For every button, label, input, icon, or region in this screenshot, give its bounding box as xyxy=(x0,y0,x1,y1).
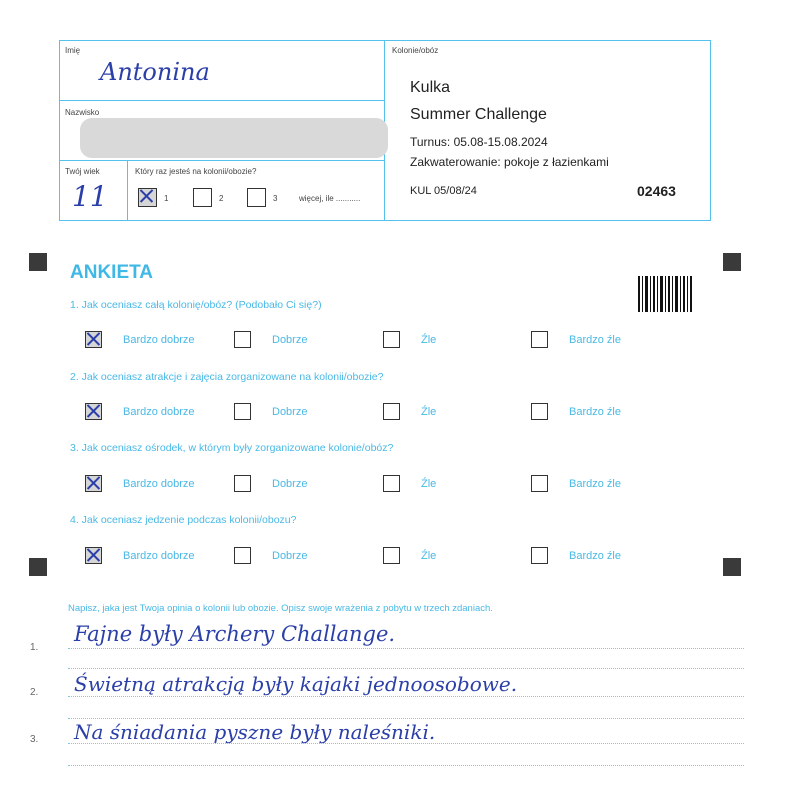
barcode xyxy=(638,276,692,312)
times-label: Który raz jesteś na kolonii/obozie? xyxy=(135,167,257,176)
opinion-prompt: Napisz, jaka jest Twoja opinia o kolonii lub obozie. Opisz swoje wrażenia z pobytu w trzech zdaniach. xyxy=(68,603,493,614)
times-option-more: więcej, ile ........... xyxy=(299,194,361,203)
q3-checkbox-dobrze[interactable] xyxy=(234,475,251,492)
camp-name: Kulka xyxy=(410,79,451,96)
q1-option-bardzo-dobrze: Bardzo dobrze xyxy=(123,334,195,346)
times-option-3: 3 xyxy=(273,194,278,203)
camp-code: KUL 05/08/24 xyxy=(410,185,477,197)
q4-checkbox-dobrze[interactable] xyxy=(234,547,251,564)
barcode-icon xyxy=(638,276,692,312)
q1-option-dobrze: Dobrze xyxy=(272,334,308,346)
q4-option-dobrze: Dobrze xyxy=(272,550,308,562)
q3-option-zle: Źle xyxy=(421,478,437,490)
times-option-2: 2 xyxy=(219,194,224,203)
q4-checkbox-bardzo-dobrze[interactable] xyxy=(85,547,102,564)
q3-option-dobrze: Dobrze xyxy=(272,478,308,490)
q2-checkbox-zle[interactable] xyxy=(383,403,400,420)
registration-mark-bottom-left xyxy=(29,558,47,576)
age-label: Twój wiek xyxy=(65,167,100,176)
survey-title: ANKIETA xyxy=(70,262,154,283)
opinion-line-1-text[interactable]: Fajne były Archery Challange. xyxy=(74,622,396,646)
registration-mark-bottom-right xyxy=(723,558,741,576)
opinion-line-2b-rule xyxy=(68,718,744,719)
turnus: Turnus: 05.08-15.08.2024 xyxy=(410,135,548,149)
times-option-1: 1 xyxy=(164,194,169,203)
q4-option-bardzo-dobrze: Bardzo dobrze xyxy=(123,550,195,562)
q4-option-bardzo-zle: Bardzo źle xyxy=(569,550,621,562)
q1-checkbox-dobrze[interactable] xyxy=(234,331,251,348)
opinion-line-1-number: 1. xyxy=(30,642,39,653)
name-label: Imię xyxy=(65,46,81,55)
surname-redacted xyxy=(80,118,388,158)
age-value[interactable]: 11 xyxy=(72,180,108,213)
q4-checkbox-zle[interactable] xyxy=(383,547,400,564)
q2-option-dobrze: Dobrze xyxy=(272,406,308,418)
form-divider-age xyxy=(127,160,128,221)
camp-program: Summer Challenge xyxy=(410,106,547,123)
times-checkbox-1[interactable] xyxy=(138,188,157,207)
opinion-line-3-text[interactable]: Na śniadania pyszne były naleśniki. xyxy=(74,720,436,744)
opinion-line-3b-rule xyxy=(68,765,744,766)
times-checkbox-2[interactable] xyxy=(193,188,212,207)
registration-mark-top-left xyxy=(29,253,47,271)
opinion-line-2-number: 2. xyxy=(30,687,39,698)
form-divider-name xyxy=(59,100,385,101)
form-divider-surname xyxy=(59,160,385,161)
q2-option-bardzo-dobrze: Bardzo dobrze xyxy=(123,406,195,418)
form-number: 02463 xyxy=(637,183,676,199)
q3-checkbox-bardzo-zle[interactable] xyxy=(531,475,548,492)
q4-option-zle: Źle xyxy=(421,550,437,562)
q2-option-zle: Źle xyxy=(421,406,437,418)
q1-checkbox-zle[interactable] xyxy=(383,331,400,348)
opinion-line-1b-rule xyxy=(68,668,744,669)
q3-option-bardzo-dobrze: Bardzo dobrze xyxy=(123,478,195,490)
q2-checkbox-bardzo-zle[interactable] xyxy=(531,403,548,420)
accommodation: Zakwaterowanie: pokoje z łazienkami xyxy=(410,155,609,169)
question-1: 1. Jak oceniasz całą kolonię/obóz? (Podobało Ci się?) xyxy=(70,299,322,311)
opinion-line-3-rule xyxy=(68,743,744,744)
registration-mark-top-right xyxy=(723,253,741,271)
opinion-line-1-rule xyxy=(68,648,744,649)
q2-checkbox-dobrze[interactable] xyxy=(234,403,251,420)
question-2: 2. Jak oceniasz atrakcje i zajęcia zorganizowane na kolonii/obozie? xyxy=(70,371,384,383)
q3-option-bardzo-zle: Bardzo źle xyxy=(569,478,621,490)
q1-option-zle: Źle xyxy=(421,334,437,346)
times-checkbox-3[interactable] xyxy=(247,188,266,207)
name-value[interactable]: Antonina xyxy=(100,58,210,86)
q2-option-bardzo-zle: Bardzo źle xyxy=(569,406,621,418)
q1-checkbox-bardzo-dobrze[interactable] xyxy=(85,331,102,348)
q1-checkbox-bardzo-zle[interactable] xyxy=(531,331,548,348)
q4-checkbox-bardzo-zle[interactable] xyxy=(531,547,548,564)
question-3: 3. Jak oceniasz ośrodek, w którym były zorganizowane kolonie/obóz? xyxy=(70,442,394,454)
q3-checkbox-bardzo-dobrze[interactable] xyxy=(85,475,102,492)
question-4: 4. Jak oceniasz jedzenie podczas kolonii/obozu? xyxy=(70,514,297,526)
opinion-line-3-number: 3. xyxy=(30,734,39,745)
opinion-line-2-rule xyxy=(68,696,744,697)
q3-checkbox-zle[interactable] xyxy=(383,475,400,492)
surname-label: Nazwisko xyxy=(65,108,100,117)
camp-label: Kolonie/obóz xyxy=(392,46,439,55)
q2-checkbox-bardzo-dobrze[interactable] xyxy=(85,403,102,420)
q1-option-bardzo-zle: Bardzo źle xyxy=(569,334,621,346)
opinion-line-2-text[interactable]: Świetną atrakcją były kajaki jednoosobowe. xyxy=(74,672,518,696)
